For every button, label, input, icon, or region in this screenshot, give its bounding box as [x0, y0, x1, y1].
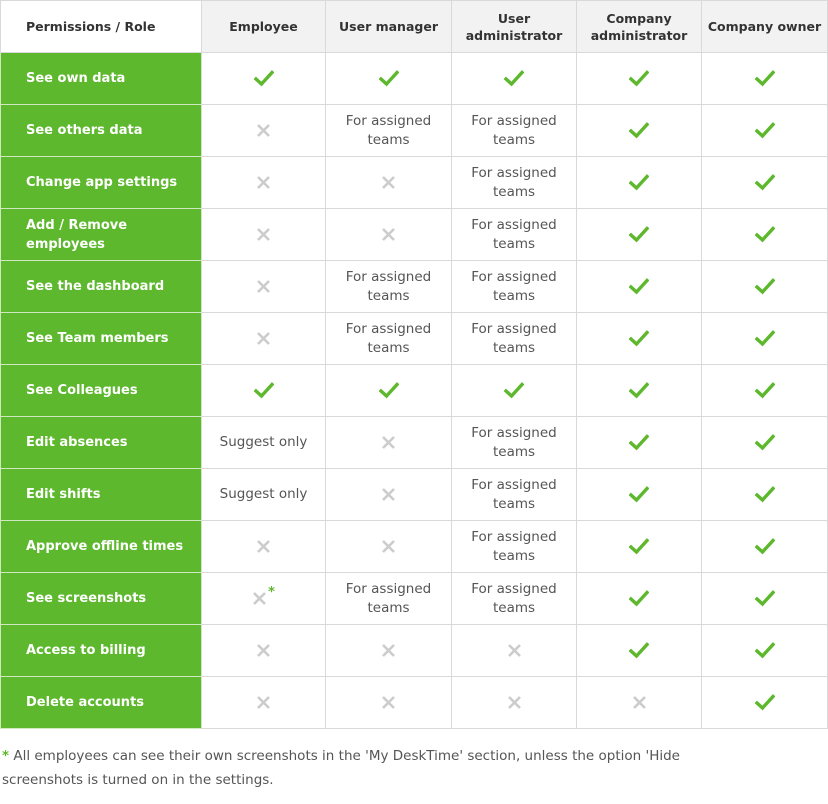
permission-label: Access to billing: [1, 625, 202, 677]
permission-row: [1, 573, 828, 625]
permission-text: For assigned teams: [326, 261, 452, 313]
header-row: [1, 1, 828, 53]
permission-row: [1, 53, 828, 105]
check-icon: [702, 157, 828, 209]
permission-text: Suggest only: [202, 417, 326, 469]
cross-icon: [202, 521, 326, 573]
cross-icon: [202, 677, 326, 729]
role-header-company-owner: Company owner: [702, 1, 828, 53]
check-icon: [577, 365, 702, 417]
check-icon: [577, 313, 702, 365]
footnote-line1: All employees can see their own screenshots in the 'My DeskTime' section, unless the option 'Hide: [9, 748, 680, 764]
permission-text: For assigned teams: [326, 573, 452, 625]
permission-row: [1, 209, 828, 261]
cross-icon: [202, 209, 326, 261]
permission-text: For assigned teams: [452, 157, 577, 209]
permission-row: [1, 313, 828, 365]
permission-row: [1, 521, 828, 573]
permission-text: For assigned teams: [452, 209, 577, 261]
footnote: [2, 744, 802, 792]
permission-row: [1, 365, 828, 417]
cross-icon: [326, 209, 452, 261]
cross-icon: [326, 469, 452, 521]
permission-row: [1, 417, 828, 469]
check-icon: [702, 417, 828, 469]
role-header-user-manager: User manager: [326, 1, 452, 53]
check-icon: [702, 365, 828, 417]
cross-icon: [326, 157, 452, 209]
cross-icon: [452, 677, 577, 729]
check-icon: [577, 417, 702, 469]
permission-label: See the dashboard: [1, 261, 202, 313]
role-header-company-administrator: Company administrator: [577, 1, 702, 53]
footnote-star: *: [268, 585, 275, 600]
permission-text: For assigned teams: [452, 105, 577, 157]
check-icon: [702, 573, 828, 625]
cross-icon: [202, 105, 326, 157]
permission-text: For assigned teams: [326, 313, 452, 365]
check-icon: [702, 521, 828, 573]
check-icon: [702, 469, 828, 521]
cross-icon: [202, 573, 326, 625]
cross-icon: [202, 157, 326, 209]
permission-label: See own data: [1, 53, 202, 105]
permission-text: For assigned teams: [452, 573, 577, 625]
cross-icon: [452, 625, 577, 677]
cross-icon: [326, 677, 452, 729]
cross-icon: [326, 521, 452, 573]
check-icon: [577, 469, 702, 521]
check-icon: [577, 261, 702, 313]
permission-label: See screenshots: [1, 573, 202, 625]
permission-row: [1, 677, 828, 729]
check-icon: [702, 261, 828, 313]
permission-row: [1, 157, 828, 209]
permission-label: Edit absences: [1, 417, 202, 469]
permission-label: See Team members: [1, 313, 202, 365]
permission-row: [1, 105, 828, 157]
check-icon: [202, 365, 326, 417]
permission-label: Change app settings: [1, 157, 202, 209]
check-icon: [326, 53, 452, 105]
permission-row: [1, 261, 828, 313]
cross-icon: [202, 313, 326, 365]
permission-text: For assigned teams: [452, 469, 577, 521]
permission-label: See others data: [1, 105, 202, 157]
check-icon: [577, 209, 702, 261]
role-header-user-administrator: User administrator: [452, 1, 577, 53]
role-header-employee: Employee: [202, 1, 326, 53]
cross-icon: [577, 677, 702, 729]
footnote-marker: *: [2, 748, 10, 764]
check-icon: [702, 209, 828, 261]
permission-text: For assigned teams: [452, 521, 577, 573]
check-icon: [577, 573, 702, 625]
check-icon: [702, 677, 828, 729]
permission-text: For assigned teams: [452, 313, 577, 365]
check-icon: [577, 521, 702, 573]
check-icon: [202, 53, 326, 105]
permission-label: Approve offline times: [1, 521, 202, 573]
permission-label: Delete accounts: [1, 677, 202, 729]
permission-label: Add / Remove employees: [1, 209, 202, 261]
permission-text: For assigned teams: [452, 261, 577, 313]
check-icon: [577, 105, 702, 157]
permission-text: Suggest only: [202, 469, 326, 521]
permission-row: [1, 469, 828, 521]
permission-label: Edit shifts: [1, 469, 202, 521]
check-icon: [577, 157, 702, 209]
permission-row: [1, 625, 828, 677]
check-icon: [452, 365, 577, 417]
check-icon: [577, 53, 702, 105]
corner-header: Permissions / Role: [1, 1, 202, 53]
check-icon: [326, 365, 452, 417]
check-icon: [702, 313, 828, 365]
check-icon: [702, 105, 828, 157]
cross-icon: [202, 261, 326, 313]
check-icon: [702, 53, 828, 105]
check-icon: [577, 625, 702, 677]
cross-icon: [326, 625, 452, 677]
cross-icon: [326, 417, 452, 469]
permission-label: See Colleagues: [1, 365, 202, 417]
permission-text: For assigned teams: [452, 417, 577, 469]
check-icon: [452, 53, 577, 105]
permission-text: For assigned teams: [326, 105, 452, 157]
footnote-line2: screenshots is turned on in the settings.: [2, 772, 274, 788]
cross-icon: [202, 625, 326, 677]
check-icon: [702, 625, 828, 677]
